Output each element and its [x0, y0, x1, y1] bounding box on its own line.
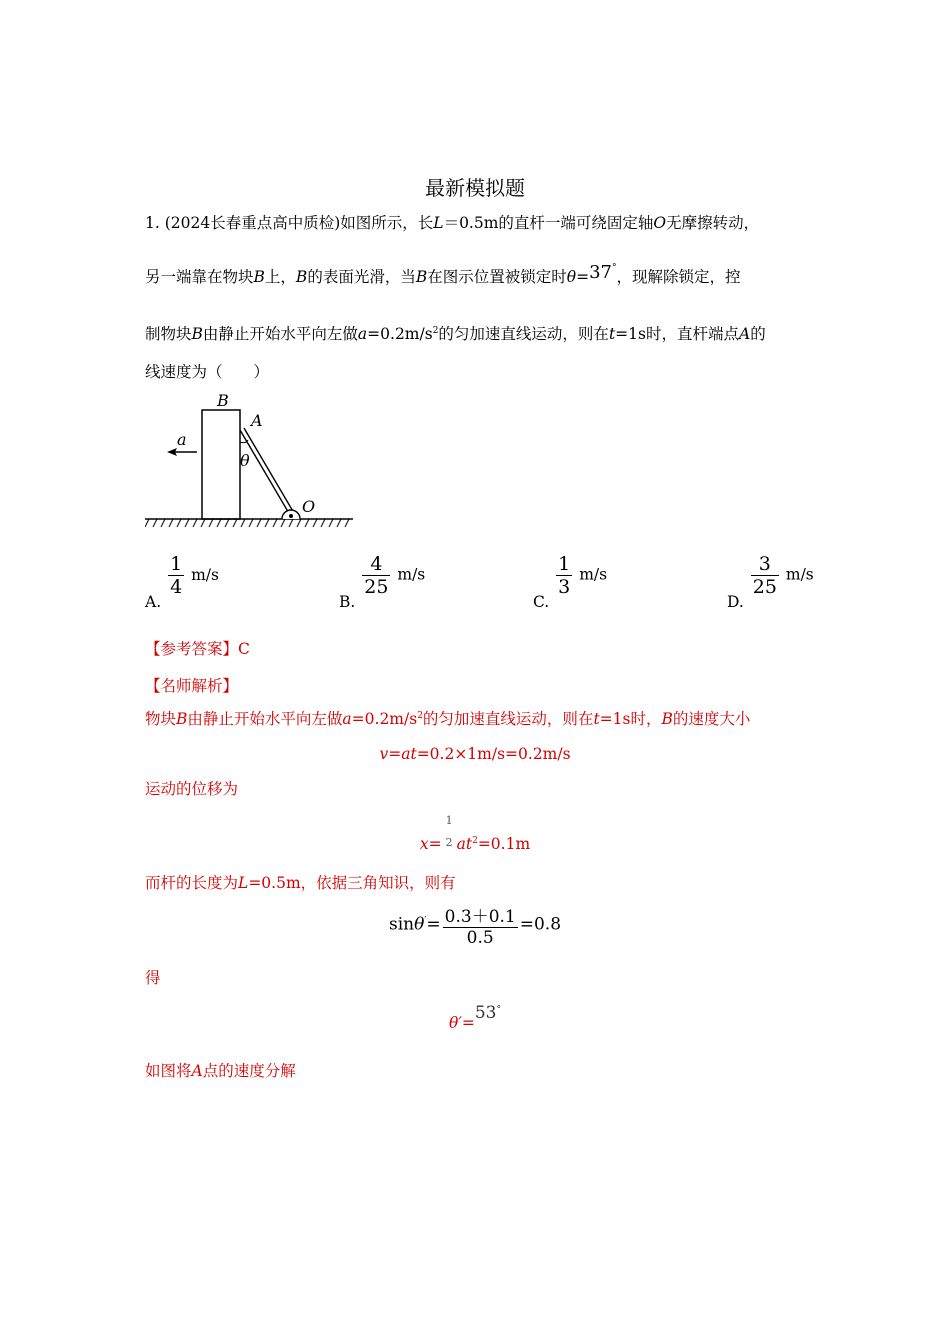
label-a-point: A — [251, 411, 263, 430]
option-b[interactable]: B. $\frac{4}{25}$ m/s — [339, 553, 426, 611]
option-d[interactable]: D. $\frac{3}{25}$ m/s — [727, 553, 814, 611]
option-c[interactable]: C. $\frac{1}{3}$ m/s — [533, 553, 608, 611]
rod-edge-2 — [244, 428, 294, 513]
question-line-1: 1. (2024长春重点高中质检)如图所示，长L＝0.5m的直杆一端可绕固定轴O无摩擦转动， — [145, 214, 760, 232]
label-o: O — [302, 497, 316, 516]
analysis-line-1: 物块B由静止开始水平向左做$a=0.2m/s^2$的匀加速直线运动，则在t=1s时，B的速度大小 — [145, 710, 751, 728]
answer-label: 【参考答案】C — [145, 640, 250, 658]
question-line-3: 制物块B由静止开始水平向左做$a=0.2m/s^2$的匀加速直线运动，则在t=1s时，直杆端点A的 — [145, 325, 766, 343]
pivot-center — [289, 514, 293, 518]
question-line-2: 另一端靠在物块B上，B的表面光滑，当B在图示位置被锁定时θ=37°，现解除锁定，控 — [145, 262, 741, 286]
equation-velocity: v=at=0.2×1m/s=0.2m/s — [379, 745, 571, 763]
physics-figure — [145, 388, 360, 533]
label-b: B — [217, 391, 229, 410]
analysis-line-4: 得 — [145, 969, 161, 987]
label-a-accel: a — [177, 430, 187, 449]
rod-edge-1 — [240, 430, 290, 515]
equation-angle: θ′=53° — [449, 1003, 501, 1032]
ground-hatch — [145, 519, 349, 527]
equation-sine: sinθ′= $\frac{0.3+0.1}{0.5}$ =0.8 — [388, 907, 562, 948]
analysis-label: 【名师解析】 — [145, 677, 239, 695]
equation-displacement: x= 1 2 $at^2=0.1m$ — [419, 814, 531, 853]
block-b — [202, 410, 240, 519]
option-a[interactable]: A. $\frac{1}{4}$ m/s — [145, 553, 219, 611]
analysis-line-5: 如图将A点的速度分解 — [145, 1062, 296, 1080]
analysis-line-3: 而杆的长度为L=0.5m，依据三角知识，则有 — [145, 874, 456, 892]
label-theta: θ — [240, 451, 250, 470]
page-title: 最新模拟题 — [425, 176, 525, 200]
analysis-line-2: 运动的位移为 — [145, 780, 239, 798]
question-line-4: 线速度为（ ） — [145, 363, 270, 381]
